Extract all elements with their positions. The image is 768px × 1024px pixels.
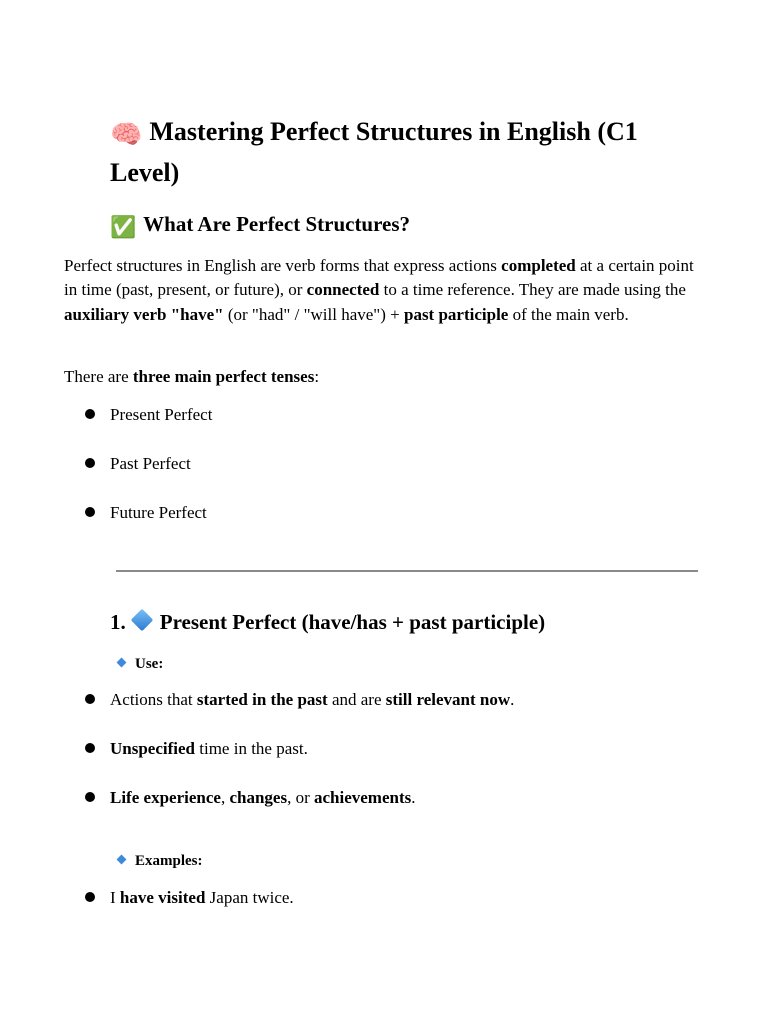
use-text: , or [287, 788, 314, 807]
use-text: time in the past. [195, 739, 308, 758]
small-blue-diamond-icon [117, 855, 127, 865]
use-bold: changes [229, 788, 288, 807]
list-item [85, 501, 207, 525]
use-subheading [118, 654, 163, 674]
bullet-icon [85, 743, 95, 753]
use-text: Actions that [110, 690, 197, 709]
list-item [85, 452, 191, 476]
section-number: 1. [110, 610, 126, 634]
use-bold: Life experience [110, 788, 221, 807]
example-text: I [110, 888, 120, 907]
intro-bold: three main perfect tenses [132, 367, 315, 386]
intro-text: : [314, 367, 320, 386]
small-blue-diamond-icon [117, 658, 127, 668]
definition-text: of the main verb. [508, 304, 629, 324]
use-text: and are [327, 690, 386, 709]
intro-text: There are [64, 367, 133, 386]
use-text: . [510, 690, 515, 709]
list-item [85, 737, 308, 761]
definition-bold: completed [501, 256, 576, 275]
tense-name: Future Perfect [110, 503, 207, 522]
examples-label: Examples: [135, 853, 203, 869]
use-text: . [411, 788, 416, 807]
blue-diamond-icon [130, 609, 153, 632]
section-heading [110, 607, 545, 637]
brain-icon: 🧠 [110, 120, 143, 149]
page-title-text: Mastering Perfect Structures in English (C1 Level) [110, 117, 638, 187]
tense-name: Past Perfect [110, 454, 191, 473]
definition-text: at a certain point in time (past, present, or future), or [64, 256, 694, 300]
examples-subheading [118, 851, 203, 871]
tense-name: Present Perfect [110, 405, 213, 424]
bullet-icon [85, 892, 95, 902]
what-heading-text: What Are Perfect Structures? [143, 212, 411, 236]
bullet-icon [85, 792, 95, 802]
what-heading [110, 209, 410, 242]
definition-paragraph [64, 254, 704, 327]
check-mark-icon: ✅ [110, 215, 137, 239]
section-divider [116, 570, 698, 572]
page-title [110, 113, 710, 192]
definition-bold: connected [306, 280, 380, 300]
definition-text: to a time reference. They are made using the [379, 280, 686, 300]
use-bold: achievements [313, 788, 412, 807]
example-bold: have visited [119, 888, 206, 907]
example-text: Japan twice. [205, 888, 294, 907]
use-bold: still relevant now [385, 690, 511, 709]
use-text: , [220, 788, 230, 807]
section-heading-text: Present Perfect (have/has + past participle) [159, 610, 546, 634]
list-item [85, 403, 212, 427]
bullet-icon [85, 409, 95, 419]
definition-bold: auxiliary verb "have" [64, 304, 224, 324]
definition-text: (or "had" / "will have") + [223, 304, 404, 324]
definition-text: Perfect structures in English are verb forms that express actions [64, 256, 502, 275]
bullet-icon [85, 694, 95, 704]
tenses-intro [64, 365, 319, 389]
list-item [85, 786, 416, 810]
bullet-icon [85, 507, 95, 517]
list-item [85, 886, 294, 910]
use-bold: Unspecified [110, 739, 195, 758]
use-label: Use: [135, 656, 164, 672]
list-item [85, 688, 514, 712]
definition-bold: past participle [403, 304, 509, 324]
bullet-icon [85, 458, 95, 468]
use-bold: started in the past [196, 690, 328, 709]
